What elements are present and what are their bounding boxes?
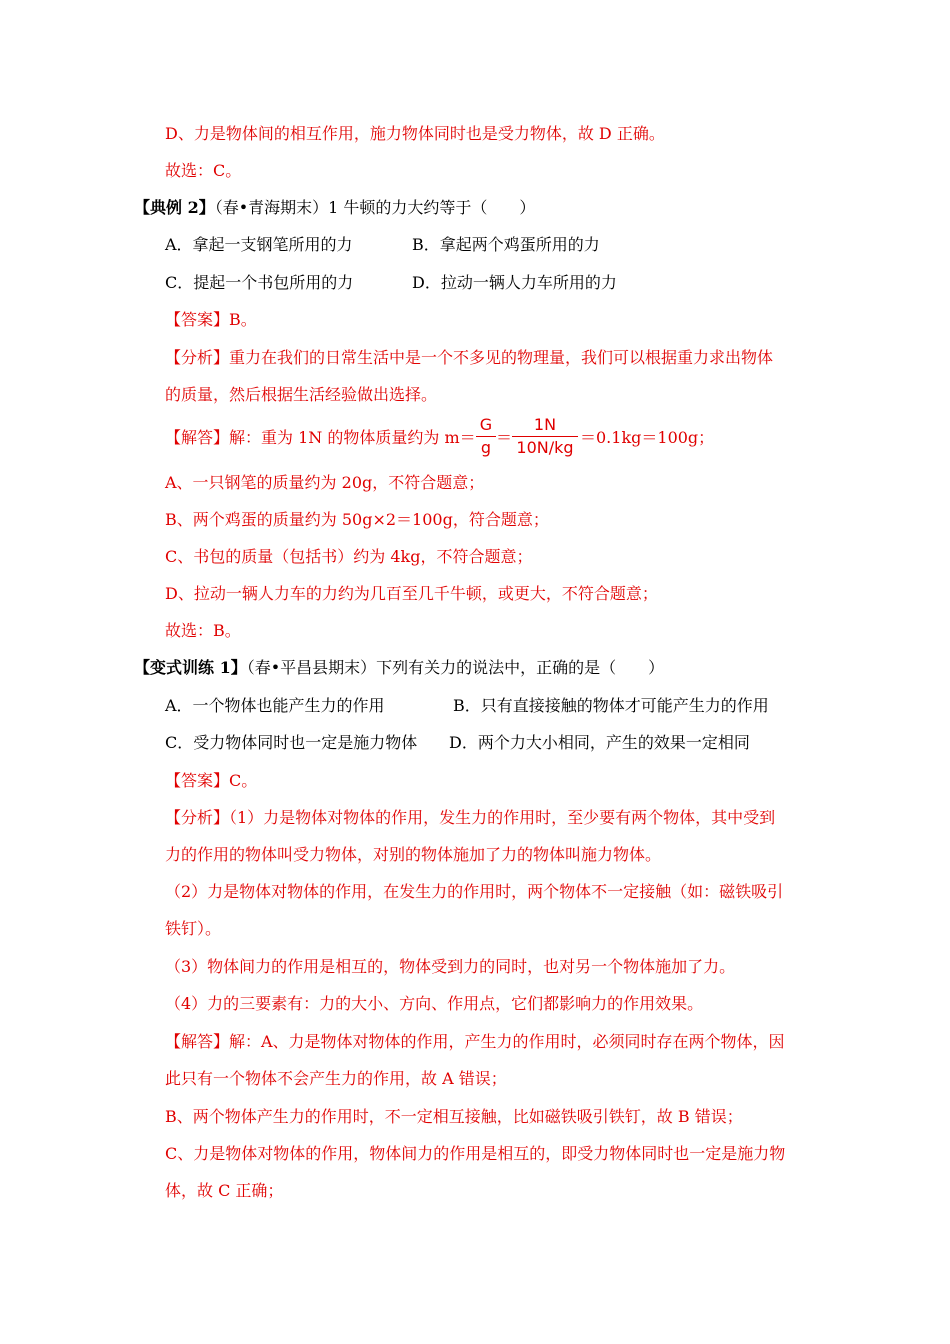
fraction-denominator: g — [480, 438, 492, 457]
variant-1-analysis-line-1: 【分析】（1）力是物体对物体的作用，发生力的作用时，至少要有两个物体，其中受到 — [165, 808, 776, 827]
variant-1-stem: （春•平昌县期末）下列有关力的说法中，正确的是（ ） — [246, 658, 665, 677]
variant-1-analysis-line-4: 铁钉）。 — [165, 919, 222, 938]
fraction-numerator: 1N — [533, 415, 557, 434]
example-2-question — [134, 197, 535, 219]
variant-1-option-d: D．两个力大小相同，产生的效果一定相同 — [449, 733, 750, 752]
variant-1-option-a: A．一个物体也能产生力的作用 — [165, 696, 385, 715]
variant-1-question — [134, 657, 664, 679]
variant-1-solution-line-3: B、两个物体产生力的作用时，不一定相互接触，比如磁铁吸引铁钉，故 B 错误； — [165, 1107, 743, 1126]
variant-1-answer: 【答案】C。 — [165, 771, 258, 790]
variant-1-analysis-line-5: （3）物体间力的作用是相互的，物体受到力的同时，也对另一个物体施加了力。 — [165, 957, 736, 976]
fraction-bar — [512, 436, 578, 437]
fraction-g-over-g — [476, 415, 496, 458]
variant-1-solution-line-2: 此只有一个物体不会产生力的作用，故 A 错误； — [165, 1069, 507, 1088]
example-2-solution-d: D、拉动一辆人力车的力约为几百至几千牛顿，或更大，不符合题意； — [165, 584, 658, 603]
example-2-stem: （春•青海期末）1 牛顿的力大约等于（ ） — [214, 198, 536, 217]
variant-1-tag: 【变式训练 1】 — [134, 658, 247, 677]
example-2-analysis-line-2: 的质量，然后根据生活经验做出选择。 — [165, 385, 438, 404]
example-2-solution-result: ＝0.1kg＝100g； — [580, 428, 715, 447]
example-2-tag: 【典例 2】 — [134, 198, 215, 217]
variant-1-analysis-line-2: 力的作用的物体叫受力物体，对别的物体施加了力的物体叫施力物体。 — [165, 845, 662, 864]
example-2-answer: 【答案】B。 — [165, 310, 257, 329]
fraction-1n-over-10nkg — [512, 415, 578, 458]
variant-1-solution-line-1: 【解答】解：A、力是物体对物体的作用，产生力的作用时，必须同时存在两个物体，因 — [165, 1032, 785, 1051]
example-2-option-b: B．拿起两个鸡蛋所用的力 — [412, 235, 600, 254]
fraction-denominator: 10N/kg — [516, 438, 574, 457]
example-2-option-d: D．拉动一辆人力车所用的力 — [412, 273, 617, 292]
example-2-analysis-line-1: 【分析】重力在我们的日常生活中是一个不多见的物理量，我们可以根据重力求出物体 — [165, 348, 774, 367]
example-2-solution-a: A、一只钢笔的质量约为 20g，不符合题意； — [165, 473, 485, 492]
example-2-option-a: A．拿起一支钢笔所用的力 — [165, 235, 353, 254]
example-2-solution-prefix: 【解答】解：重为 1N 的物体质量约为 m＝ — [165, 428, 476, 447]
variant-1-option-c: C．受力物体同时也一定是施力物体 — [165, 733, 418, 752]
variant-1-solution-line-4: C、力是物体对物体的作用，物体间力的作用是相互的，即受力物体同时也一定是施力物 — [165, 1144, 786, 1163]
variant-1-analysis-line-3: （2）力是物体对物体的作用，在发生力的作用时，两个物体不一定接触（如：磁铁吸引 — [165, 882, 784, 901]
fraction-numerator: G — [479, 415, 493, 434]
variant-1-analysis-line-6: （4）力的三要素有：力的大小、方向、作用点，它们都影响力的作用效果。 — [165, 994, 704, 1013]
example-2-option-c: C．提起一个书包所用的力 — [165, 273, 354, 292]
example-2-solution-b: B、两个鸡蛋的质量约为 50g×2＝100g，符合题意； — [165, 510, 549, 529]
fraction-bar — [476, 436, 496, 437]
example-2-selection: 故选：B。 — [165, 621, 241, 640]
prev-solution-d: D、力是物体间的相互作用，施力物体同时也是受力物体，故 D 正确。 — [165, 124, 665, 143]
prev-selection: 故选：C。 — [165, 161, 242, 180]
variant-1-solution-line-5: 体，故 C 正确； — [165, 1181, 284, 1200]
equals-sign: ＝ — [496, 428, 513, 447]
example-2-solution-c: C、书包的质量（包括书）约为 4kg，不符合题意； — [165, 547, 533, 566]
variant-1-option-b: B．只有直接接触的物体才可能产生力的作用 — [453, 696, 769, 715]
